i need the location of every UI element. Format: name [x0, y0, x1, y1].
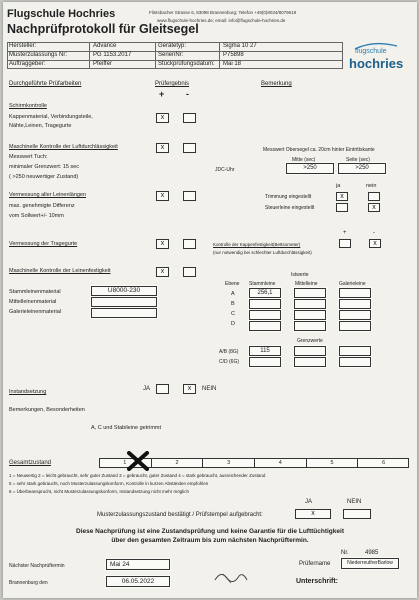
trim-no-checkbox[interactable]: [368, 192, 380, 201]
gallery-d-field[interactable]: [339, 321, 371, 331]
porosity-center-label: Mitte (sec): [292, 157, 316, 163]
porosity-title: Maschinelle Kontrolle der Luftdurchlässigkeit: [9, 144, 118, 150]
grade-option-6[interactable]: 6: [357, 459, 409, 467]
level-head: Ebene: [225, 281, 240, 287]
info-label-client: Auftraggeber:: [9, 61, 46, 67]
porosity-line-2: minimaler Grenzwert: 15 sec: [9, 164, 79, 170]
inspector-label: Prüfername: [299, 561, 331, 567]
logo-big-text: hochries: [349, 56, 404, 71]
level-a: A: [231, 291, 235, 297]
info-value-manufacturer: Advance: [93, 43, 117, 49]
disclaimer-line-1: Diese Nachprüfung ist eine Zustandsprüfung und keine Garantie für die Lufttüchtigkeit: [76, 528, 344, 535]
canopy-strength-minus-head: -: [373, 230, 375, 236]
middle-b-field[interactable]: [294, 299, 326, 309]
grade-option-2[interactable]: 2: [151, 459, 203, 467]
level-d: D: [231, 321, 235, 327]
signature-label: Unterschrift:: [296, 578, 339, 585]
actual-values-head: Istwerte: [291, 272, 309, 278]
porosity-line-1: Messwert Tuch:: [9, 154, 48, 160]
measurement-plus-checkbox[interactable]: x: [156, 191, 169, 201]
main-a-field[interactable]: 256,1: [249, 288, 281, 298]
porosity-remark: Messwert Obersegel ca. 20cm hinter Eintrittskante: [263, 147, 375, 153]
material-label-middle: Mittelleinenmaterial: [9, 299, 57, 305]
approval-yes-checkbox[interactable]: x: [295, 509, 331, 519]
trim-yes-checkbox[interactable]: x: [336, 192, 348, 201]
info-value-client: Pfeiffer: [93, 61, 112, 67]
info-value-approval: PG 1153.2017: [93, 52, 132, 58]
limits-head: Grenzwerte: [297, 338, 323, 344]
gallery-b-field[interactable]: [339, 299, 371, 309]
strength-plus-checkbox[interactable]: x: [156, 267, 169, 277]
measurement-line-2: vom Sollwert+/- 10mm: [9, 213, 64, 219]
risers-plus-checkbox[interactable]: x: [156, 239, 169, 249]
repair-no-label: NEIN: [202, 386, 217, 392]
canopy-minus-checkbox[interactable]: [183, 113, 196, 123]
info-label-inspection-date: Stückprüfungsdatum:: [158, 61, 215, 67]
col-main-head: Stammleine: [249, 281, 276, 287]
canopy-plus-checkbox[interactable]: x: [156, 113, 169, 123]
canopy-strength-plus-checkbox[interactable]: [339, 239, 351, 248]
canopy-strength-plus-head: +: [343, 230, 347, 236]
repair-no-checkbox[interactable]: x: [183, 384, 196, 394]
grade-option-1[interactable]: 1: [123, 460, 127, 466]
risers-minus-checkbox[interactable]: [183, 239, 196, 249]
strength-minus-checkbox[interactable]: [183, 267, 196, 277]
canopy-strength-label: Kontrolle der Kappenfestigkeit(Bettsometer): [213, 242, 301, 247]
number-label: Nr.: [341, 550, 349, 556]
cd-field[interactable]: [249, 357, 281, 367]
info-label-approval: Musterzulassungs Nr:: [9, 52, 68, 58]
disclaimer-line-2: über den gesamten Zeitraum bis zum nächsten Nachprüftermin.: [111, 537, 309, 544]
grade-option-3[interactable]: 3: [202, 459, 254, 467]
main-b-field[interactable]: [249, 299, 281, 309]
col-gallery-head: Galerieleine: [339, 281, 366, 287]
next-inspection-field[interactable]: Mai 24: [106, 559, 170, 570]
ab-label: A/B (8G): [219, 349, 239, 355]
canopy-title: Schirmkontrolle: [9, 103, 47, 109]
measurement-title: Vermessung aller Leinenlängen: [9, 192, 87, 198]
main-d-field[interactable]: [249, 321, 281, 331]
porosity-line-3: ( >250 neuwertiger Zustand): [9, 174, 79, 180]
approval-yes-head: JA: [305, 499, 313, 505]
brake-no-checkbox[interactable]: x: [368, 203, 380, 212]
inspector-field[interactable]: NiederreutherBarlow: [341, 558, 399, 569]
ab-gallery-field[interactable]: [339, 346, 371, 356]
overall-label: Gesamtzustand: [9, 460, 52, 466]
remarks-label: Bemerkungen, Besonderheiten: [9, 407, 85, 413]
material-field-gallery[interactable]: [91, 308, 157, 318]
gallery-c-field[interactable]: [339, 310, 371, 320]
canopy-strength-note: (nur notwendig bei schlechter Luftdurchlässigkeit): [213, 250, 312, 255]
cd-label: C/D (6G): [219, 359, 239, 365]
measurement-no-head: nein: [366, 183, 377, 189]
measurement-minus-checkbox[interactable]: [183, 191, 196, 201]
main-c-field[interactable]: [249, 310, 281, 320]
porosity-side-field[interactable]: >250: [338, 163, 386, 174]
strength-title: Maschinelle Kontrolle der Leinenfestigkeit: [9, 268, 111, 274]
porosity-device: JDC-Uhr: [215, 167, 235, 173]
page-title: Nachprüfprotokoll für Gleitsegel: [7, 22, 199, 36]
middle-a-field[interactable]: [294, 288, 326, 298]
level-c: C: [231, 311, 235, 317]
info-value-serial: P75898: [223, 52, 244, 58]
middle-c-field[interactable]: [294, 310, 326, 320]
canopy-line-2: Nähte,Leinen, Tragegurte: [9, 123, 72, 129]
info-label-serial: SerienNr:: [158, 52, 184, 58]
measurement-yes-head: ja: [336, 183, 341, 189]
grade-option-4[interactable]: 4: [254, 459, 306, 467]
porosity-center-field[interactable]: >250: [286, 163, 334, 174]
repair-label: Instandsetzung: [9, 389, 47, 395]
info-label-manufacturer: Hersteller:: [9, 43, 37, 49]
logo-small-text: flugschule: [355, 48, 387, 55]
risers-title: Vermessung der Tragegurte: [9, 241, 78, 247]
column-result: Prüfergebnis: [155, 81, 190, 87]
signature-mark-icon: [211, 568, 251, 586]
date-field[interactable]: 06.05.2022: [106, 576, 170, 587]
column-remark: Bemerkung: [261, 81, 292, 87]
gallery-a-field[interactable]: [339, 288, 371, 298]
level-b: B: [231, 301, 235, 307]
measurement-line-1: max. genehmigte Differenz: [9, 203, 75, 209]
next-inspection-label: Nächster Nachprüftermin: [9, 563, 65, 569]
approval-label: Musterzulassungszustand bestätigt / Prüfstempel aufgebracht:: [97, 512, 263, 518]
ab-middle-field[interactable]: [294, 346, 326, 356]
column-work: Durchgeführte Prüfarbeiten: [9, 81, 82, 87]
grade-legend-1: 1 = Neuwertig 2 = leicht gebraucht, sehr guter Zustand 3 = gebraucht, guter Zustand 4 = stark gebraucht, ausreichender Zustand: [9, 473, 266, 478]
approval-no-checkbox[interactable]: [343, 509, 371, 519]
info-value-inspection-date: Mai 18: [223, 61, 242, 67]
repair-yes-checkbox[interactable]: [156, 384, 169, 394]
canopy-line-1: Kappenmaterial, Verbindungsteile,: [9, 114, 93, 120]
ab-field[interactable]: 115: [249, 346, 281, 356]
info-value-type: Sigma 10 27: [223, 43, 257, 49]
number-value: 4985: [365, 550, 379, 556]
cd-gallery-field[interactable]: [339, 357, 371, 367]
info-label-type: Gerätetyp:: [158, 43, 187, 49]
grade-option-5[interactable]: 5: [306, 459, 358, 467]
date-label: Brannenburg den: [9, 580, 48, 586]
brake-label: Steuerleine eingestellt: [265, 205, 315, 211]
cd-middle-field[interactable]: [294, 357, 326, 367]
material-label-gallery: Galerieleinenmaterial: [9, 309, 61, 315]
porosity-plus-checkbox[interactable]: x: [156, 143, 169, 153]
school-name: Flugschule Hochries: [7, 8, 116, 20]
porosity-minus-checkbox[interactable]: [183, 143, 196, 153]
material-field-middle[interactable]: [91, 297, 157, 307]
protocol-sheet: [3, 2, 417, 598]
approval-no-head: NEIN: [347, 499, 362, 505]
column-minus: -: [186, 89, 189, 99]
address: Flintsbacher Strasse 6, 83098 Brannenburg; Telefon +49(0)8034/8079618: [149, 10, 297, 15]
canopy-strength-minus-checkbox[interactable]: x: [369, 239, 381, 248]
column-plus: +: [159, 89, 165, 99]
material-field-main[interactable]: U8000-230: [91, 286, 157, 296]
brake-yes-checkbox[interactable]: [336, 203, 348, 212]
grade-legend-2: 5 = sehr stark gebraucht, noch Musterzulassungskonform, Kontrolle in kurzen Abständen empfohlen: [9, 481, 209, 486]
repair-yes-label: JA: [143, 386, 151, 392]
web-email: www.flugschule-hochries.de; email: info@flugschule-hochries.de: [157, 18, 286, 23]
middle-d-field[interactable]: [294, 321, 326, 331]
col-middle-head: Mittelleine: [295, 281, 318, 287]
material-label-main: Stammleinenmaterial: [9, 289, 61, 295]
grade-cross-mark-icon: [126, 451, 150, 471]
grade-legend-3: 6 = Überbeansprucht, nicht Musterzulassungskonform, Instandsetzung nicht mehr möglich: [9, 489, 189, 494]
remarks-text: A, C und Stabileine getrimmt: [91, 425, 162, 431]
porosity-side-label: Seite (sec): [346, 157, 370, 163]
trim-label: Trimmung eingestellt: [265, 194, 312, 200]
